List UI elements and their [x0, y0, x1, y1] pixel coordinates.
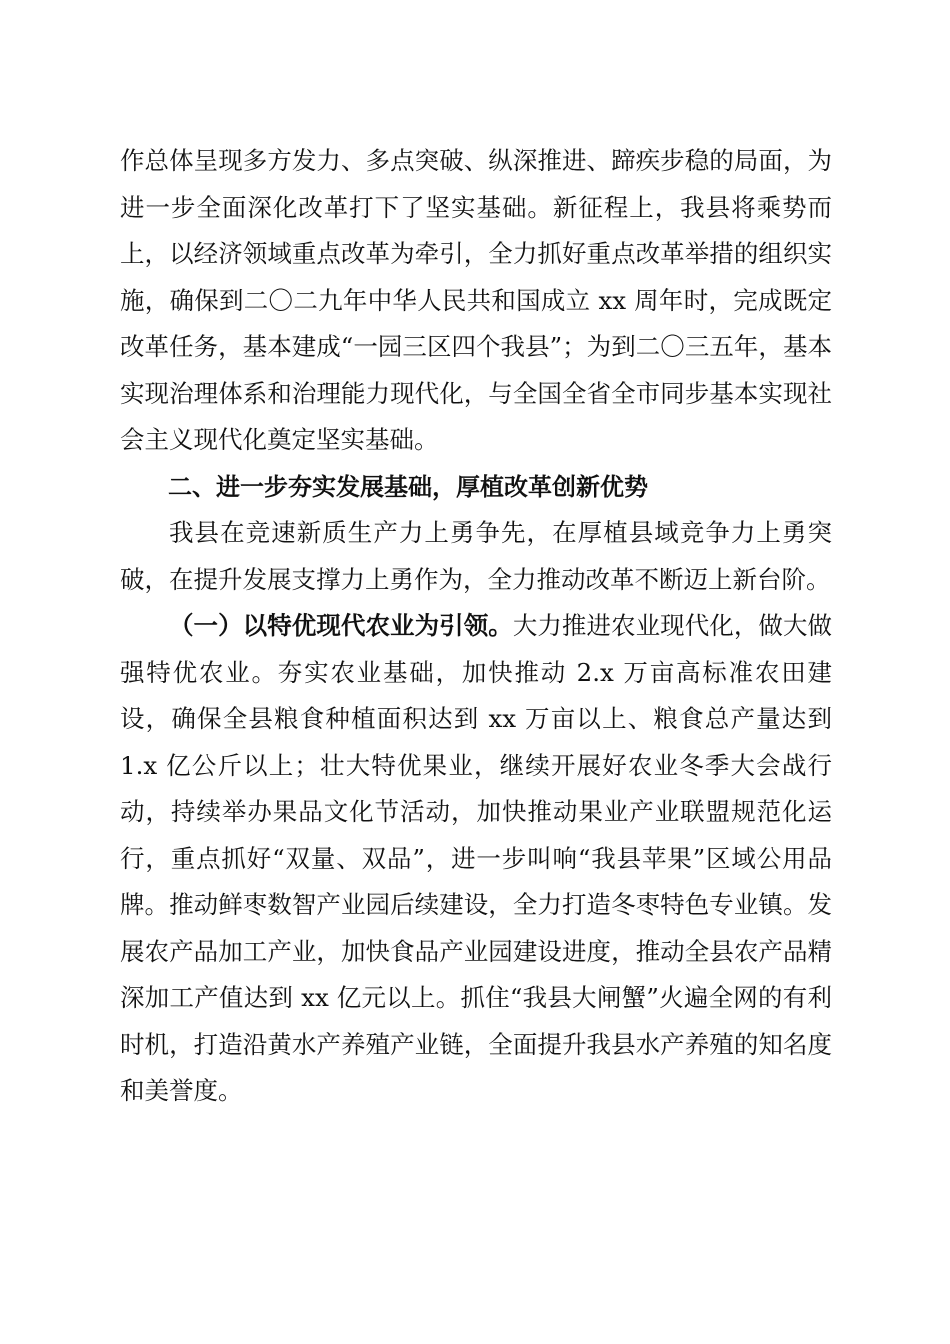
paragraph-continuation: 作总体呈现多方发力、多点突破、纵深推进、蹄疾步稳的局面，为进一步全面深化改革打下了坚实基础。新征程上，我县将乘势而上，以经济领域重点改革为牵引，全力抓好重点改革举措的组织实施，确保到二〇二九年中华人民共和国成立 xx 周年时，完成既定改革任务，基本建成“一园三区四个我县”；为到二〇三五年，基本实现治理体系和治理能力现代化，与全国全省全市同步基本实现社会主义现代化奠定坚实基础。	[120, 146, 832, 454]
paragraph-agriculture-body: 大力推进农业现代化，做大做强特优农业。夯实农业基础，加快推动 2.x 万亩高标准农田建设，确保全县粮食种植面积达到 xx 万亩以上、粮食总产量达到 1.x 亿公斤以上；壮大特优果业，继续开展好农业冬季大会战行动，持续举办果品文化节活动，加快推动果业产业联盟规范化运行，重点抓好“双量、双品”，进一步叫响“我县苹果”区域公用品牌。推动鲜枣数智产业园后续建设，全力打造冬枣特色专业镇。发展农产品加工产业，加快食品产业园建设进度，推动全县农产品精深加工产值达到 xx 亿元以上。抓住“我县大闸蟹”火遍全网的有利时机，打造沿黄水产养殖产业链，全面提升我县水产养殖的知名度和美誉度。	[120, 611, 833, 1105]
paragraph-agriculture	[120, 603, 832, 1115]
document-body	[120, 138, 832, 1115]
subsection-title: （一）以特优现代农业为引领。	[169, 611, 513, 640]
paragraph-intro: 我县在竞速新质生产力上勇争先，在厚植县域竞争力上勇突破，在提升发展支撑力上勇作为，全力推动改革不断迈上新台阶。	[120, 518, 832, 594]
section-heading: 二、进一步夯实发展基础，厚植改革创新优势	[168, 472, 648, 501]
